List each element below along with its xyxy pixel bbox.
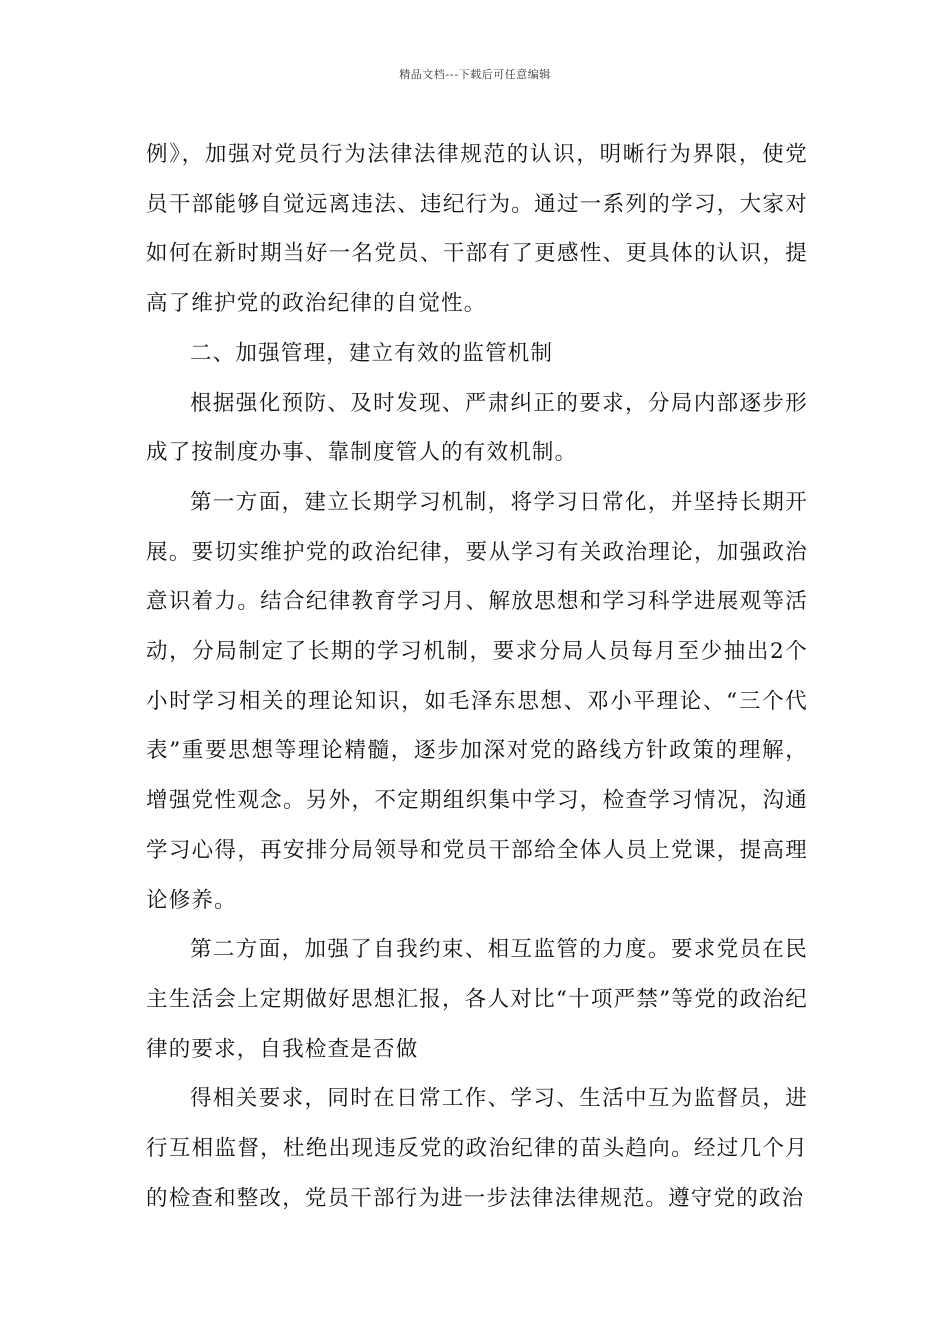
paragraph: 得相关要求，同时在日常工作、学习、生活中互为监督员，进行互相监督，杜绝出现违反党的政治纪律的苗头趋向。经过几个月的检查和整改，党员干部行为进一步法律法律规范。遵守党的政治 bbox=[146, 1086, 808, 1211]
section-heading: 二、加强管理，建立有效的监管机制 bbox=[190, 340, 554, 366]
page-header: 精品文档---下载后可任意编辑 bbox=[399, 68, 551, 81]
paragraph: 第一方面，建立长期学习机制，将学习日常化，并坚持长期开展。要切实维护党的政治纪律，要从学习有关政治理论，加强政治意识着力。结合纪律教育学习月、解放思想和学习科学进展观等活动，分局制定了长期的学习机制，要求分局人员每月至少抽出2个小时学习相关的理论知识，如毛泽东思想、邓小平理论、“三个代表”重要思想等理论精髓，逐步加深对党的路线方针政策的理解，增强党性观念。另外，不定期组织集中学习，检查学习情况，沟通学习心得，再安排分局领导和党员干部给全体人员上党课，提高理论修养。 bbox=[146, 489, 808, 913]
document-body bbox=[146, 130, 808, 1223]
paragraph: 第二方面，加强了自我约束、相互监管的力度。要求党员在民主生活会上定期做好思想汇报，各人对比“十项严禁”等党的政治纪律的要求，自我检查是否做 bbox=[146, 937, 808, 1062]
paragraph: 根据强化预防、及时发现、严肃纠正的要求，分局内部逐步形成了按制度办事、靠制度管人的有效机制。 bbox=[146, 390, 808, 466]
paragraph: 例》，加强对党员行为法律法律规范的认识，明晰行为界限，使党员干部能够自觉远离违法、违纪行为。通过一系列的学习，大家对如何在新时期当好一名党员、干部有了更感性、更具体的认识，提高了维护党的政治纪律的自觉性。 bbox=[146, 142, 808, 317]
